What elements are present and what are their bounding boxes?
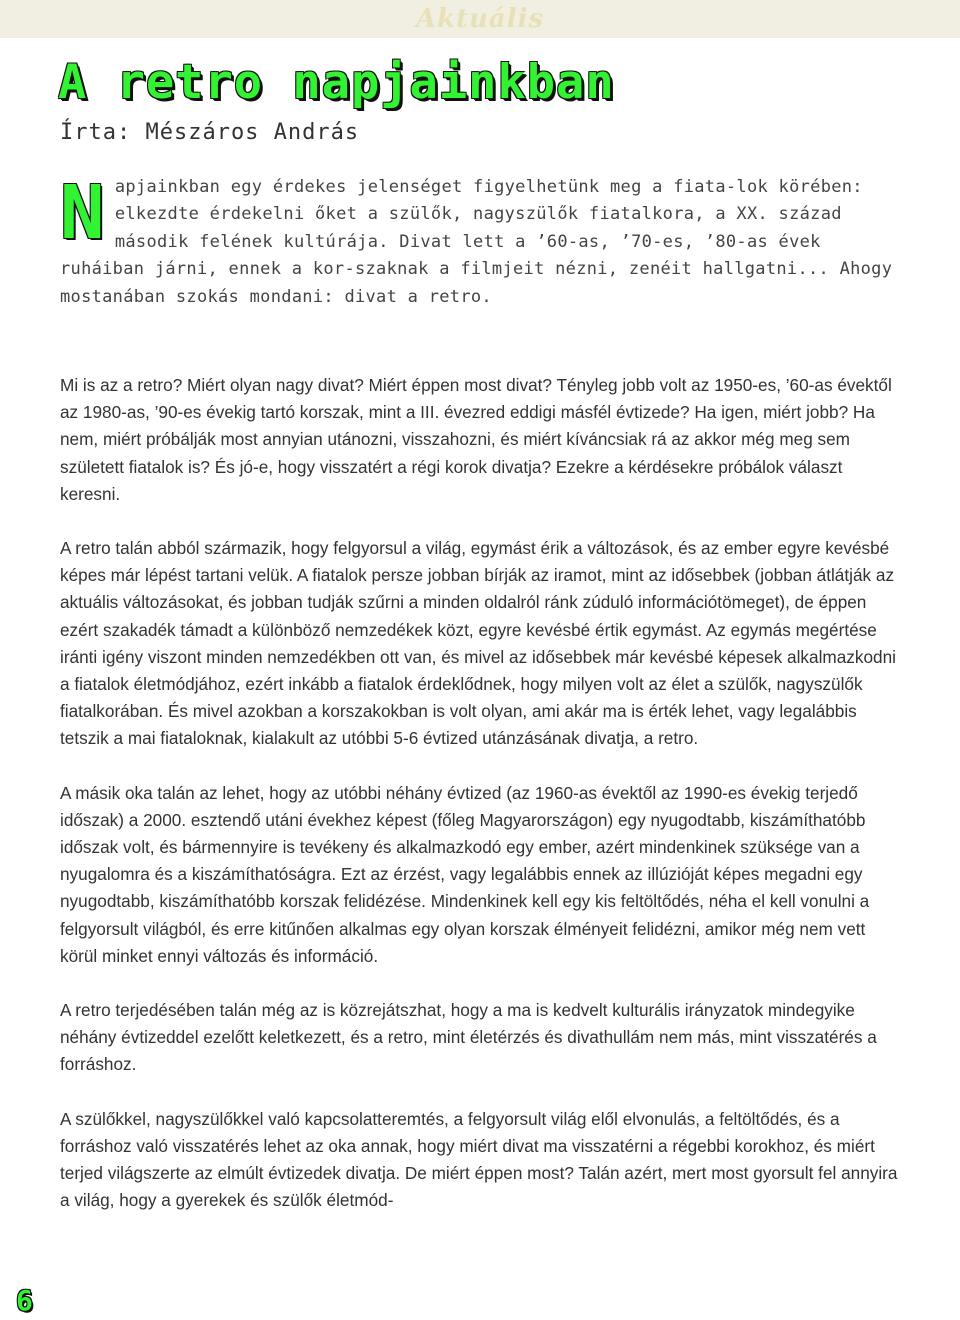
body-paragraph: A retro terjedésében talán még az is közrejátszhat, hogy a ma is kedvelt kulturális irányzatok mindegyike néhány évtizeddel ezelőtt keletkezett, és a retro, mint életérzés és divathullám nem más, mint visszatérés a forráshoz. [60, 1000, 877, 1075]
lead-paragraph [60, 170, 900, 311]
body-paragraph: A másik oka talán az lehet, hogy az utóbbi néhány évtized (az 1960-as évektől az 1990-es évekig terjedő időszak) a 2000. esztendő utáni évekhez képest (főleg Magyarországon) egy nyugodtabb, kiszámíthatóbb időszak volt, és bármennyire is tevékeny és alkalmazkodó egy ember, azért mindenkinek szüksége van a nyugalomra és a kiszámíthatóságra. Ezt az érzést, vagy legalábbis ennek az illúzióját képes megadni egy nyugodtabb, kiszámíthatóbb korszak felidézése. Mindenkinek kell egy kis feltöltődés, néha el kell vonulni a felgyorsult világból, és erre kitűnően alkalmas egy olyan korszak élményeit felidézni, amikor még nem vett körül minket ennyi változás és információ. [60, 782, 870, 966]
article-body [60, 372, 900, 1241]
body-paragraph: A retro talán abból származik, hogy felgyorsul a világ, egymást érik a változások, és az ember egyre kevésbé képes már lépést tartani velük. A fiatalok persze jobban bírják az iramot, mint az idősebbek (jobban átlátják az aktuális változásokat, és jobban tudják szűrni a minden oldalról ránk zúduló információtömeget), de éppen ezért szakadék támadt a különböző nemzedékek közt, egyre kevésbé értik egymást. Az egymás megértése iránti igény viszont minden nemzedékben ott van, és mivel az idősebbek már kevésbé képesek alkalmazkodni a fiatalok életmódjához, ezért inkább a fiatalok érdeklődnek, hogy milyen volt az élet a szülők, nagyszülők fiatalkorában. És mivel azokban a korszakokban is volt olyan, ami akár ma is érték lehet, vagy legalábbis tetszik a mai fiataloknak, kialakult az utóbbi 5-6 évtized utánzásának divatja, a retro. [60, 538, 896, 749]
lead-text: apjainkban egy érdekes jelenséget figyelhetünk meg a fiata-lok körében: elkezdte érdekelni őket a szülők, nagyszülők fiatalkora, a XX. század második felének kultúrája. Divat lett a ’60-as, ’70-es, ’80-as évek ruháiban járni, ennek a kor-szaknak a filmjeit nézni, zenéit hallgatni... Ahogy mostanában szokás mondani: divat a retro. [60, 177, 893, 307]
article-title: A retro napjainkban [58, 55, 615, 110]
section-label: Aktuális [415, 4, 545, 34]
drop-cap: N [60, 170, 105, 256]
body-paragraph: A szülőkkel, nagyszülőkkel való kapcsolatteremtés, a felgyorsult világ elől elvonulás, a feltöltődés, és a forráshoz való visszatérés lehet az oka annak, hogy miért divat ma visszatérni a régebbi korokhoz, és miért terjed világszerte az elmúlt évtizedek divatja. De miért éppen most? Talán azért, mert most gyorsult fel annyira a világ, hogy a gyerekek és szülők életmód- [60, 1108, 898, 1211]
body-paragraph: Mi is az a retro? Miért olyan nagy divat? Miért éppen most divat? Tényleg jobb volt az 1950-es, ’60-as évektől az 1980-as, ’90-es évekig tartó korszak, mint a III. évezred eddigi másfél évtizede? Ha igen, miért jobb? Ha nem, miért próbálják most annyian utánozni, visszahozni, és miért kíváncsiak rá az akkor még meg sem született fiatalok is? És jó-e, hogy visszatért a régi korok divatja? Ezekre a kérdésekre próbálok választ keresni. [60, 375, 892, 504]
article-author: Írta: Mészáros András [60, 120, 360, 145]
page-number: 6 [16, 1284, 33, 1317]
